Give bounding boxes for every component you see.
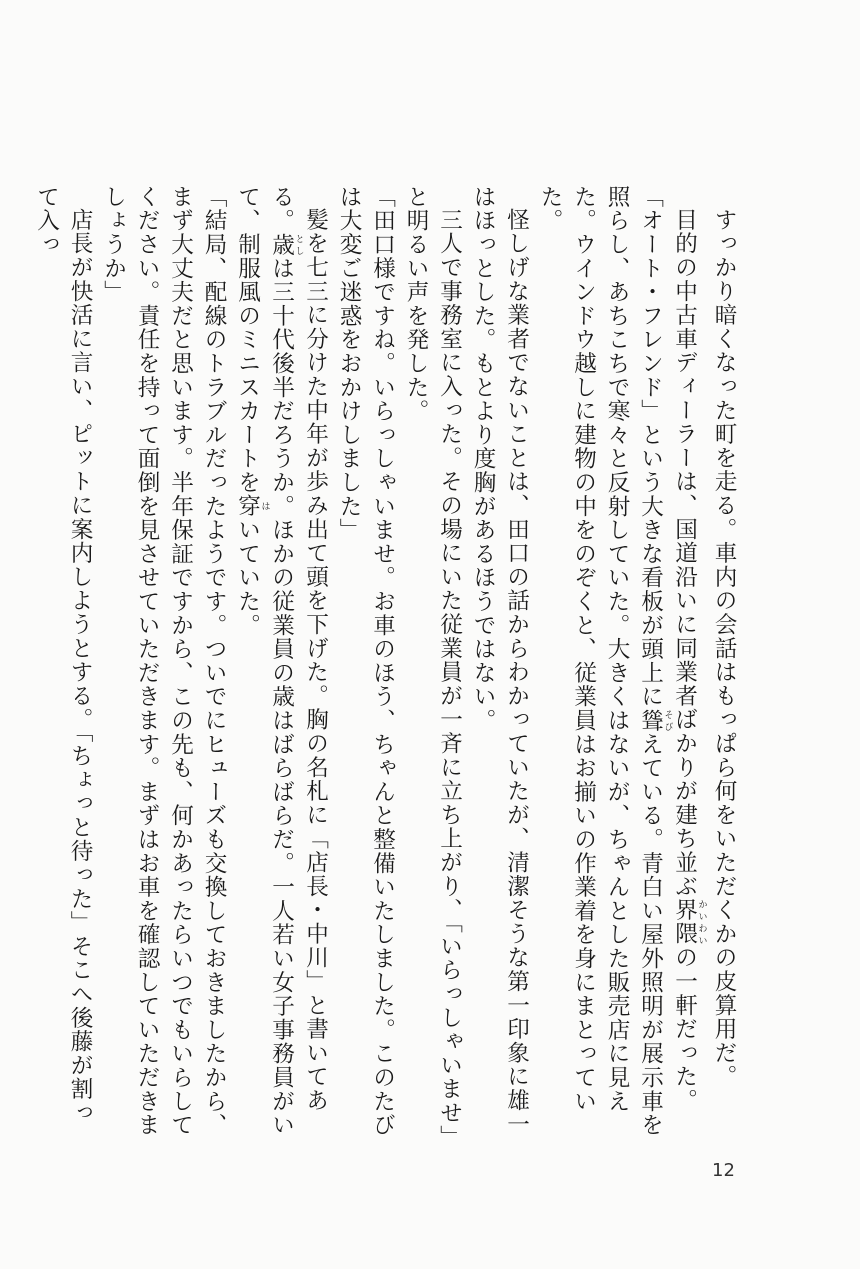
text-run: の一軒だった。「オート・フレンド」という大きな看板が頭上に bbox=[637, 185, 698, 1113]
ruby-ha: 穿 は bbox=[234, 494, 270, 519]
paragraph bbox=[533, 185, 707, 1145]
text-run: は三十代後半だろうか。ほかの従業員の歳はばらばらだ。一人若い女子事務員がいて、制服風のミニスカートを bbox=[234, 185, 295, 1138]
paragraph: すっかり暗くなった町を走る。車内の会話はもっぱら何をいただくかの皮算用だ。 bbox=[711, 207, 737, 1089]
page-number: 12 bbox=[712, 1160, 735, 1181]
text-run: 髪を七三に分けた中年が歩み出て頭を下げた。胸の名札に「店長・中川」と書いてある。 bbox=[268, 185, 329, 1112]
body-text bbox=[29, 185, 740, 1145]
paragraph: 店長が快活に言い、ピットに案内しようとする。「ちょっと待った」そこへ後藤が割って入っ bbox=[33, 185, 93, 1125]
text-run: えている。青白い屋外照明が展示車を照らし、あちこちで寒々と反射していた。大きくはないが、ちゃんとした販売店に見えた。ウインドウ越しに建物の中をのぞくと、従業員はお揃いの作業着を身にまとっていた。 bbox=[537, 185, 664, 1138]
ruby-kaiwai: 界隈 かいわい bbox=[671, 897, 707, 946]
paragraph: 三人で事務室に入った。その場にいた従業員が一斉に立ち上がり、「いらっしゃいませ」と明るい声を発した。 bbox=[403, 185, 463, 1137]
dialogue-paragraph: 「田口様ですね。いらっしゃいませ。お車のほう、ちゃんと整備いたしました。このたびは大変ご迷惑をおかけしました」 bbox=[336, 185, 396, 1137]
paragraph bbox=[230, 185, 332, 1145]
paragraph: 怪しげな業者でないことは、田口の話からわかっていたが、清潔そうな第一印象に雄一はほっとした。もとより度胸があるほうではない。 bbox=[470, 185, 530, 1136]
text-run: 目的の中古車ディーラーは、国道沿いに同業者ばかりが建ち並ぶ bbox=[671, 207, 698, 898]
ruby-sobi: 聳 そび bbox=[637, 708, 673, 733]
dialogue-paragraph: 「結局、配線のトラブルだったようです。ついでにヒューズも交換しておきましたから、まず大丈夫だと思います。半年保証ですから、この先も、何かあったらいつでもいらしてください。責任を持って面倒を見させていただきます。まずはお車を確認していただきましょうか」 bbox=[100, 185, 227, 1137]
ruby-toshi: 歳 とし bbox=[268, 232, 304, 257]
text-run: いていた。 bbox=[234, 518, 261, 638]
